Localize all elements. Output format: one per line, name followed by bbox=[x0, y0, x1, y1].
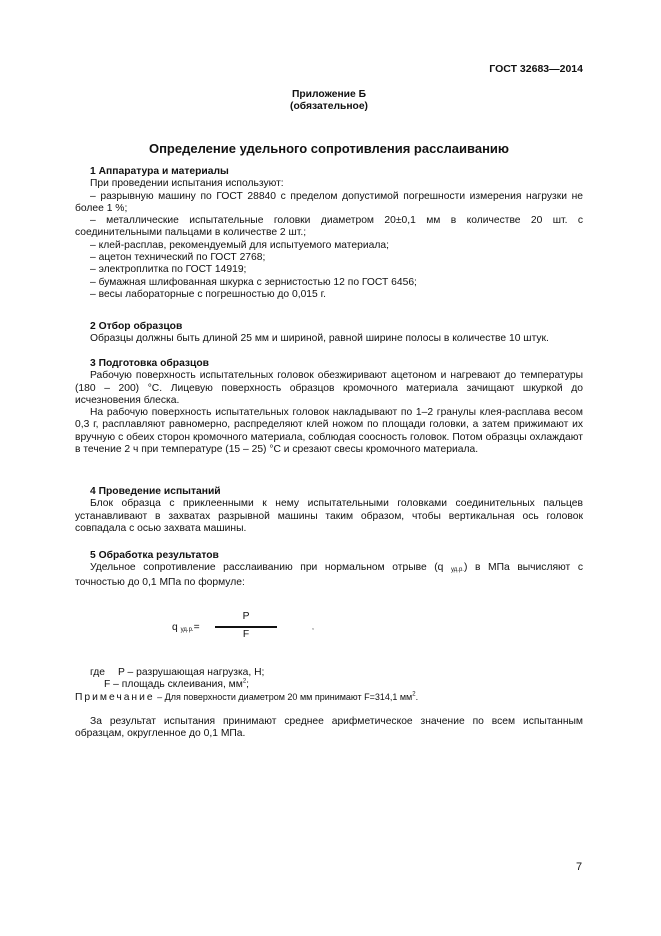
note bbox=[75, 691, 418, 704]
list-item: – весы лабораторные с погрешностью до 0,015 г. bbox=[90, 288, 326, 300]
section-heading: 4 Проведение испытаний bbox=[90, 486, 221, 497]
paragraph bbox=[75, 562, 583, 589]
paragraph: При проведении испытания используют: bbox=[90, 178, 284, 190]
paragraph: На рабочую поверхность испытательных головок накладывают по 1–2 гранулы клея-расплава весом 0,3 г, расплавляют равномерно, распределяют клей ножом по площади головки, а затем прижимают их вручную с обеих сторон кромочного материала, соблюдая соосность головок. Потом образцы охлаждают в течение 2 ч при температуре (15 – 25) °С и срезают свесы кромочного материала. bbox=[75, 407, 583, 456]
text: ; bbox=[246, 679, 250, 690]
text: Удельное сопротивление расслаиванию при нормальном отрыве (q bbox=[90, 562, 444, 574]
paragraph: Блок образца с приклеенными к нему испытательными головками соединительных пальцев устанавливают в захватах разрывной машины таким образом, чтобы вертикальная ось головок совпадала с осью захвата машины. bbox=[75, 498, 583, 534]
note-text: – Для поверхности диаметром 20 мм принимают F=314,1 мм bbox=[154, 692, 413, 702]
numerator: P bbox=[242, 611, 250, 622]
page-number: 7 bbox=[576, 861, 583, 873]
section-5 bbox=[75, 550, 583, 589]
list-item: – клей-расплав, рекомендуемый для испытуемого материала; bbox=[90, 239, 389, 251]
list-item: – бумажная шлифованная шкурка с зернистостью 12 по ГОСТ 6456; bbox=[90, 276, 417, 288]
section-heading: 3 Подготовка образцов bbox=[90, 358, 209, 369]
section-heading: 2 Отбор образцов bbox=[90, 321, 183, 332]
section-heading: 5 Обработка результатов bbox=[90, 550, 219, 561]
paragraph: Образцы должны быть длиной 25 мм и шириной, равной ширине полосы в количестве 10 штук. bbox=[90, 333, 549, 345]
appendix-subtitle: (обязательное) bbox=[290, 101, 368, 112]
equals: = bbox=[193, 622, 200, 633]
definition-f bbox=[104, 679, 249, 691]
document-number: ГОСТ 32683—2014 bbox=[489, 63, 583, 75]
list-item: – ацетон технический по ГОСТ 2768; bbox=[90, 252, 266, 264]
text: ) в МПа вычисляют с точностью до 0,1 МПа по формуле: bbox=[75, 562, 583, 588]
text: . bbox=[415, 692, 419, 702]
fraction-bar bbox=[215, 626, 277, 628]
paragraph: За результат испытания принимают среднее арифметическое значение по всем испытанным образцам, округленное до 0,1 МПа. bbox=[75, 716, 583, 740]
result-paragraph bbox=[75, 716, 583, 741]
list-item: – разрывную машину по ГОСТ 28840 с пределом допустимой погрешности измерения нагрузки не более 1 %; bbox=[75, 190, 583, 214]
section-4 bbox=[75, 486, 583, 535]
note-label: Примечание bbox=[75, 692, 155, 703]
text: F – площадь склеивания, мм bbox=[104, 679, 243, 690]
paragraph: Рабочую поверхность испытательных головок обезжиривают ацетоном и нагревают до температуры (180 – 200) °С. Лицевую поверхность образцов кромочного материала зачищают шкуркой до исчезновения блеска. bbox=[75, 370, 583, 406]
subscript: уд.р. bbox=[180, 627, 194, 633]
superscript: 2 bbox=[412, 691, 416, 698]
comma: , bbox=[312, 624, 314, 631]
page-title: Определение удельного сопротивления расслаиванию bbox=[148, 141, 510, 156]
denominator: F bbox=[242, 629, 250, 640]
list-item: – электроплитка по ГОСТ 14919; bbox=[90, 264, 247, 276]
superscript: 2 bbox=[242, 678, 247, 685]
section-heading: 1 Аппаратура и материалы bbox=[90, 166, 229, 177]
subscript: уд.р. bbox=[451, 567, 464, 574]
definition-p: P – разрушающая нагрузка, Н; bbox=[118, 667, 265, 678]
where-label: где bbox=[90, 667, 106, 678]
list-item: – металлические испытательные головки диаметром 20±0,1 мм в количестве 20 шт. с соединительными пальцами в количестве 2 шт.; bbox=[75, 215, 583, 239]
appendix-title: Приложение Б bbox=[291, 89, 366, 100]
section-1 bbox=[75, 166, 583, 301]
section-2 bbox=[75, 321, 583, 346]
symbol: q bbox=[172, 622, 178, 633]
formula-lhs bbox=[172, 622, 200, 636]
section-3 bbox=[75, 358, 583, 456]
